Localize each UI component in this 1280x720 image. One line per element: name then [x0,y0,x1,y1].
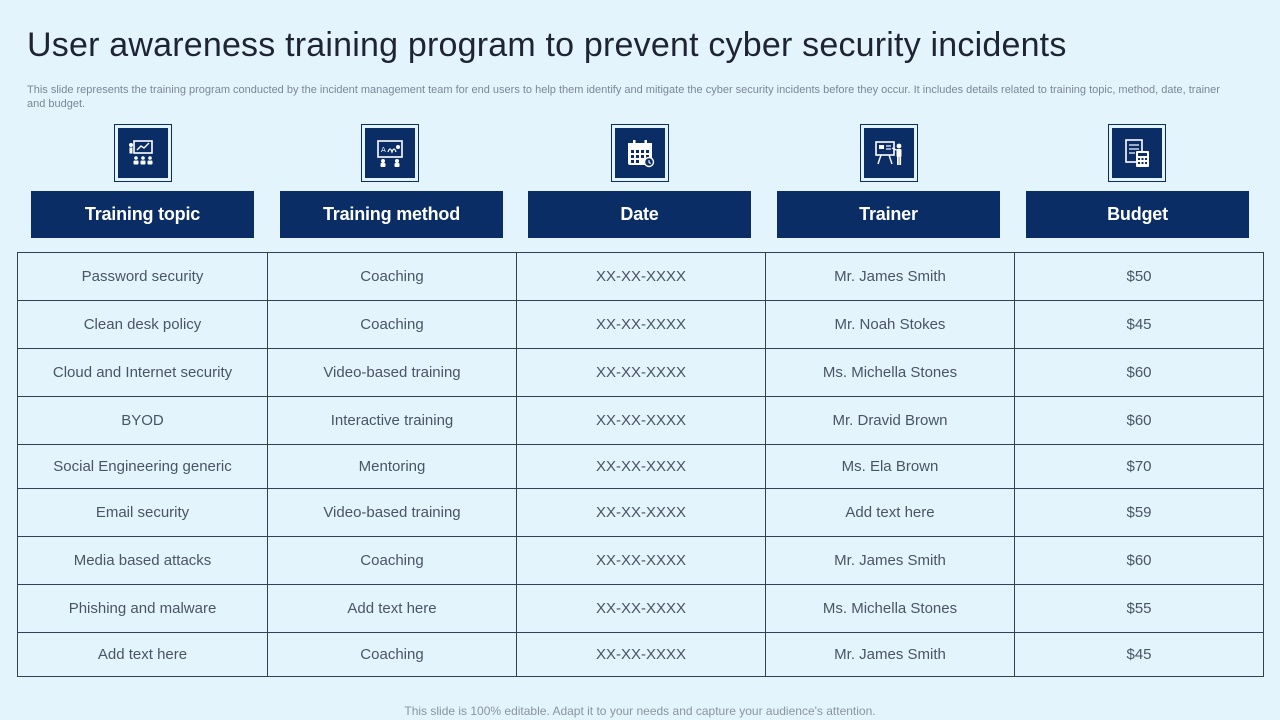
footer-note: This slide is 100% editable. Adapt it to your needs and capture your audience's attention. [404,704,876,718]
cell-budget: $60 [1015,349,1264,397]
cell-trainer: Mr. James Smith [766,253,1015,301]
table-row [18,349,1264,397]
cell-topic: Media based attacks [18,537,268,585]
cell-budget: $50 [1015,253,1264,301]
cell-topic: BYOD [18,397,268,445]
header-trainer: Trainer [777,191,1000,238]
cell-date: XX-XX-XXXX [517,349,766,397]
cell-budget: $70 [1015,445,1264,489]
cell-budget: $60 [1015,537,1264,585]
calendar-icon [611,124,669,182]
cell-date: XX-XX-XXXX [517,397,766,445]
cell-method: Add text here [268,585,517,633]
cell-date: XX-XX-XXXX [517,301,766,349]
table-row [18,633,1264,677]
cell-budget: $45 [1015,633,1264,677]
cell-method: Video-based training [268,349,517,397]
cell-trainer: Ms. Michella Stones [766,585,1015,633]
training-table [17,252,1264,677]
table-row [18,585,1264,633]
slide-title: User awareness training program to prevent cyber security incidents [27,26,1067,64]
cell-trainer: Ms. Ela Brown [766,445,1015,489]
cell-trainer: Mr. James Smith [766,633,1015,677]
cell-budget: $59 [1015,489,1264,537]
cell-date: XX-XX-XXXX [517,489,766,537]
cell-budget: $55 [1015,585,1264,633]
header-training-topic: Training topic [31,191,254,238]
presentation-audience-icon [114,124,172,182]
cell-topic: Clean desk policy [18,301,268,349]
cell-topic: Phishing and malware [18,585,268,633]
cell-topic: Password security [18,253,268,301]
cell-trainer: Mr. James Smith [766,537,1015,585]
cell-method: Coaching [268,301,517,349]
header-training-method: Training method [280,191,503,238]
table-row [18,253,1264,301]
cell-method: Coaching [268,633,517,677]
cell-method: Interactive training [268,397,517,445]
header-date: Date [528,191,751,238]
cell-budget: $45 [1015,301,1264,349]
cell-trainer: Add text here [766,489,1015,537]
table-row [18,397,1264,445]
cell-date: XX-XX-XXXX [517,585,766,633]
trainer-board-icon [860,124,918,182]
table-row [18,301,1264,349]
svg-text:A: A [381,146,386,154]
cell-date: XX-XX-XXXX [517,633,766,677]
cell-method: Video-based training [268,489,517,537]
budget-calculator-icon [1108,124,1166,182]
cell-topic: Add text here [18,633,268,677]
header-budget: Budget [1026,191,1249,238]
slide-subtitle: This slide represents the training program conducted by the incident management team for end users to help them identify and mitigate the cyber security incidents before they occur. It includes details related to training topic, method, date, trainer and budget. [27,84,1220,110]
cell-topic: Cloud and Internet security [18,349,268,397]
cell-method: Coaching [268,537,517,585]
board-teaching-icon [361,124,419,182]
cell-date: XX-XX-XXXX [517,253,766,301]
cell-trainer: Mr. Noah Stokes [766,301,1015,349]
table-row [18,537,1264,585]
table-row [18,445,1264,489]
cell-topic: Email security [18,489,268,537]
cell-topic: Social Engineering generic [18,445,268,489]
cell-trainer: Ms. Michella Stones [766,349,1015,397]
cell-method: Mentoring [268,445,517,489]
cell-method: Coaching [268,253,517,301]
table-row [18,489,1264,537]
cell-date: XX-XX-XXXX [517,445,766,489]
cell-budget: $60 [1015,397,1264,445]
cell-date: XX-XX-XXXX [517,537,766,585]
cell-trainer: Mr. Dravid Brown [766,397,1015,445]
